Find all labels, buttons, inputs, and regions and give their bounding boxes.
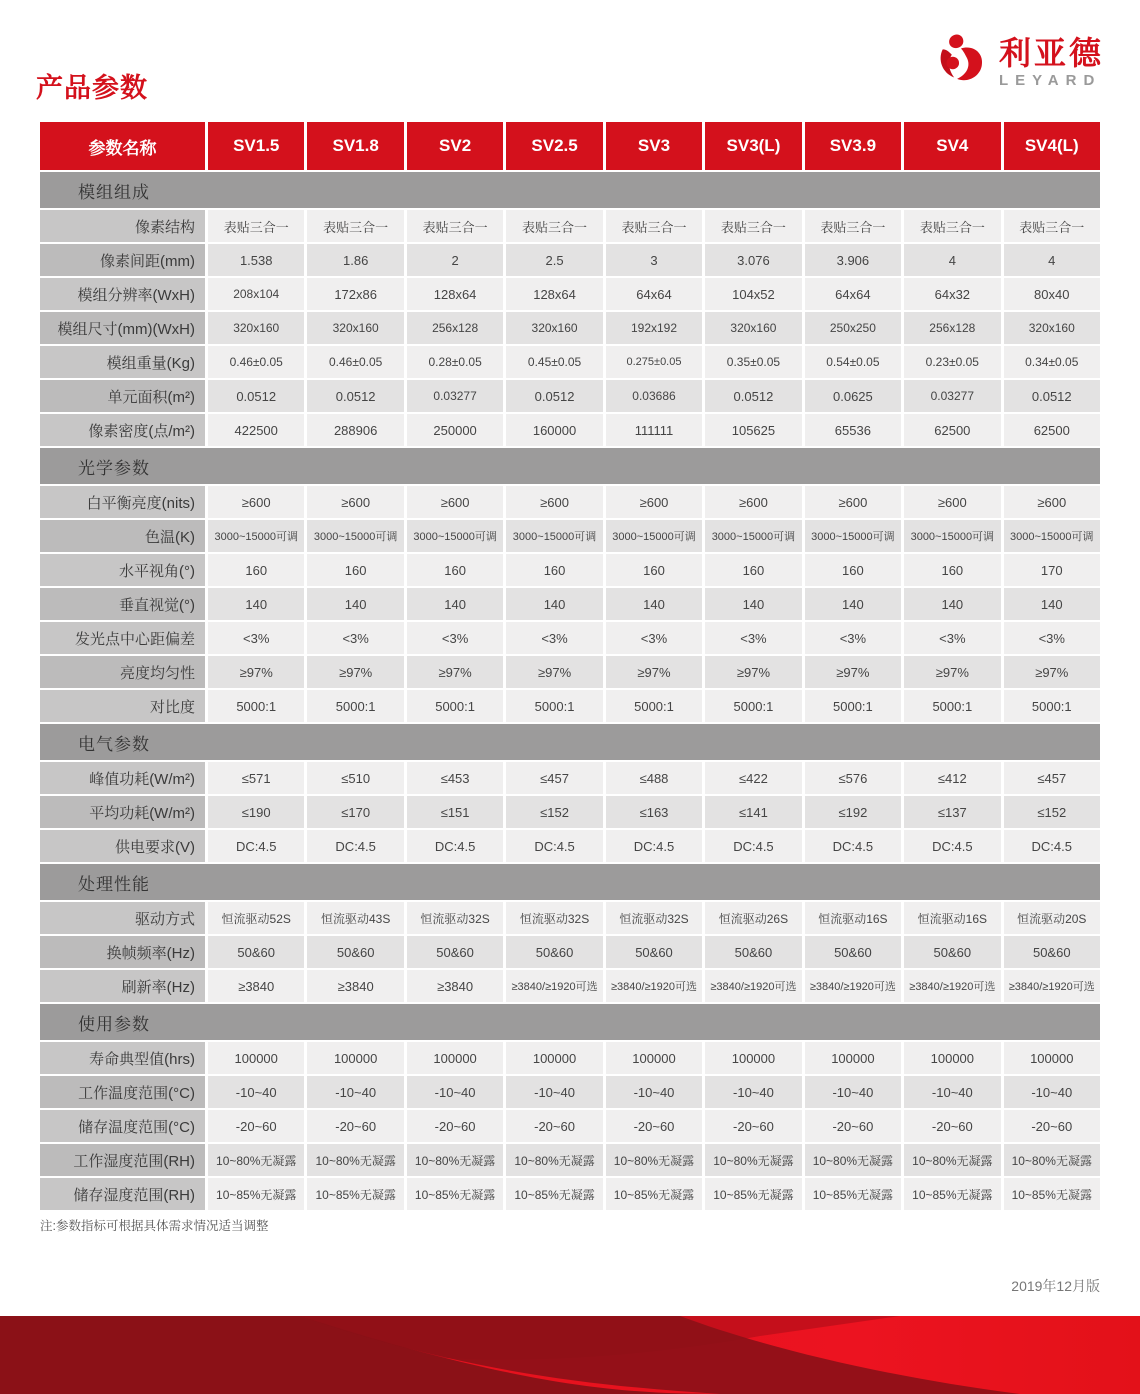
param-value: 160 [606, 554, 702, 586]
param-value: 表贴三合一 [506, 210, 602, 242]
param-value: 5000:1 [307, 690, 403, 722]
param-value: ≥3840/≥1920可选 [1004, 970, 1100, 1002]
section-header: 模组组成 [40, 172, 1100, 208]
column-header-model: SV1.5 [208, 122, 304, 170]
param-label: 刷新率(Hz) [40, 970, 205, 1002]
param-value: ≤170 [307, 796, 403, 828]
param-value: 140 [1004, 588, 1100, 620]
param-value: DC:4.5 [506, 830, 602, 862]
param-value: 3000~15000可调 [208, 520, 304, 552]
param-value: 3.906 [805, 244, 901, 276]
param-value: 105625 [705, 414, 801, 446]
param-value: 表贴三合一 [904, 210, 1000, 242]
param-value: 10~80%无凝露 [606, 1144, 702, 1176]
param-value: ≥3840/≥1920可选 [705, 970, 801, 1002]
param-value: -10~40 [904, 1076, 1000, 1108]
param-value: 250000 [407, 414, 503, 446]
param-value: -20~60 [904, 1110, 1000, 1142]
column-header-model: SV4 [904, 122, 1000, 170]
column-header-param-name: 参数名称 [40, 122, 205, 170]
param-value: 5000:1 [904, 690, 1000, 722]
param-value: 160 [805, 554, 901, 586]
param-value: -20~60 [606, 1110, 702, 1142]
footer-note: 注:参数指标可根据具体需求情况适当调整 [40, 1219, 269, 1233]
param-value: 恒流驱动32S [407, 902, 503, 934]
param-value: ≥600 [1004, 486, 1100, 518]
bottom-ribbon-graphic [0, 1316, 1140, 1394]
param-label: 亮度均匀性 [40, 656, 205, 688]
param-value: ≥600 [307, 486, 403, 518]
param-value: 0.0512 [307, 380, 403, 412]
param-value: 320x160 [506, 312, 602, 344]
param-value: <3% [1004, 622, 1100, 654]
param-value: 422500 [208, 414, 304, 446]
param-value: 5000:1 [506, 690, 602, 722]
param-value: 5000:1 [1004, 690, 1100, 722]
param-value: 100000 [705, 1042, 801, 1074]
param-value: 5000:1 [805, 690, 901, 722]
param-value: DC:4.5 [705, 830, 801, 862]
param-value: 288906 [307, 414, 403, 446]
param-label: 工作温度范围(°C) [40, 1076, 205, 1108]
param-value: 50&60 [805, 936, 901, 968]
param-value: 50&60 [208, 936, 304, 968]
param-value: 320x160 [307, 312, 403, 344]
param-value: ≤190 [208, 796, 304, 828]
param-value: 恒流驱动16S [904, 902, 1000, 934]
spec-table [40, 122, 1100, 1210]
column-header-model: SV3 [606, 122, 702, 170]
param-value: 160 [307, 554, 403, 586]
param-value: ≤510 [307, 762, 403, 794]
param-value: ≥3840 [307, 970, 403, 1002]
param-label: 供电要求(V) [40, 830, 205, 862]
param-value: -10~40 [705, 1076, 801, 1108]
param-value: 320x160 [1004, 312, 1100, 344]
param-value: ≤453 [407, 762, 503, 794]
param-value: 4 [1004, 244, 1100, 276]
param-value: 0.46±0.05 [208, 346, 304, 378]
param-value: 5000:1 [705, 690, 801, 722]
param-value: 3000~15000可调 [705, 520, 801, 552]
param-value: 3 [606, 244, 702, 276]
column-header-model: SV3.9 [805, 122, 901, 170]
param-value: ≤137 [904, 796, 1000, 828]
param-value: 3000~15000可调 [407, 520, 503, 552]
param-value: ≤488 [606, 762, 702, 794]
param-value: 3000~15000可调 [307, 520, 403, 552]
column-header-model: SV1.8 [307, 122, 403, 170]
param-value: 140 [904, 588, 1000, 620]
param-value: 3000~15000可调 [1004, 520, 1100, 552]
param-value: 3000~15000可调 [904, 520, 1000, 552]
param-value: 160 [208, 554, 304, 586]
param-label: 驱动方式 [40, 902, 205, 934]
param-value: 0.35±0.05 [705, 346, 801, 378]
param-value: -10~40 [307, 1076, 403, 1108]
param-value: ≥600 [407, 486, 503, 518]
param-value: 172x86 [307, 278, 403, 310]
param-value: 0.45±0.05 [506, 346, 602, 378]
param-value: 104x52 [705, 278, 801, 310]
param-value: -10~40 [1004, 1076, 1100, 1108]
param-label: 单元面积(m²) [40, 380, 205, 412]
param-value: 0.0512 [705, 380, 801, 412]
param-value: 64x32 [904, 278, 1000, 310]
param-value: 10~85%无凝露 [307, 1178, 403, 1210]
param-value: 2 [407, 244, 503, 276]
param-value: 恒流驱动32S [606, 902, 702, 934]
param-value: ≥97% [606, 656, 702, 688]
param-value: DC:4.5 [307, 830, 403, 862]
param-label: 储存湿度范围(RH) [40, 1178, 205, 1210]
param-value: DC:4.5 [606, 830, 702, 862]
param-value: 3000~15000可调 [805, 520, 901, 552]
param-value: 50&60 [407, 936, 503, 968]
param-value: 100000 [208, 1042, 304, 1074]
param-value: -10~40 [506, 1076, 602, 1108]
param-value: ≤576 [805, 762, 901, 794]
param-value: 50&60 [606, 936, 702, 968]
param-value: 140 [506, 588, 602, 620]
param-value: 50&60 [1004, 936, 1100, 968]
param-value: 1.86 [307, 244, 403, 276]
param-value: ≥3840 [208, 970, 304, 1002]
param-value: -20~60 [307, 1110, 403, 1142]
param-value: 10~85%无凝露 [904, 1178, 1000, 1210]
param-value: 10~85%无凝露 [805, 1178, 901, 1210]
param-value: 表贴三合一 [1004, 210, 1100, 242]
param-value: 64x64 [805, 278, 901, 310]
param-value: 4 [904, 244, 1000, 276]
param-value: ≤163 [606, 796, 702, 828]
param-value: ≥3840 [407, 970, 503, 1002]
param-value: 111111 [606, 414, 702, 446]
column-header-model: SV2.5 [506, 122, 602, 170]
param-value: 140 [705, 588, 801, 620]
param-value: 0.46±0.05 [307, 346, 403, 378]
edition-label: 2019年12月版 [1011, 1278, 1100, 1294]
param-value: ≥97% [805, 656, 901, 688]
param-value: 50&60 [307, 936, 403, 968]
param-value: 128x64 [506, 278, 602, 310]
param-value: 160 [407, 554, 503, 586]
param-value: ≥600 [705, 486, 801, 518]
param-value: <3% [307, 622, 403, 654]
param-value: 140 [606, 588, 702, 620]
section-header: 光学参数 [40, 448, 1100, 484]
param-value: ≥3840/≥1920可选 [904, 970, 1000, 1002]
param-label: 储存温度范围(°C) [40, 1110, 205, 1142]
param-value: 320x160 [705, 312, 801, 344]
param-value: 3000~15000可调 [606, 520, 702, 552]
param-value: 恒流驱动20S [1004, 902, 1100, 934]
param-value: 50&60 [705, 936, 801, 968]
param-value: ≥97% [904, 656, 1000, 688]
param-value: 恒流驱动16S [805, 902, 901, 934]
param-value: 62500 [904, 414, 1000, 446]
param-value: 320x160 [208, 312, 304, 344]
param-value: ≥600 [506, 486, 602, 518]
param-value: DC:4.5 [1004, 830, 1100, 862]
param-value: ≤422 [705, 762, 801, 794]
param-value: ≤457 [506, 762, 602, 794]
param-value: 0.275±0.05 [606, 346, 702, 378]
param-value: <3% [208, 622, 304, 654]
param-value: 0.0512 [208, 380, 304, 412]
param-value: ≥97% [506, 656, 602, 688]
param-value: 160000 [506, 414, 602, 446]
param-value: 100000 [407, 1042, 503, 1074]
param-value: 256x128 [407, 312, 503, 344]
param-value: ≤152 [1004, 796, 1100, 828]
param-value: 表贴三合一 [407, 210, 503, 242]
param-value: ≤192 [805, 796, 901, 828]
column-header-model: SV2 [407, 122, 503, 170]
param-value: 0.34±0.05 [1004, 346, 1100, 378]
param-value: ≥3840/≥1920可选 [606, 970, 702, 1002]
param-label: 水平视角(°) [40, 554, 205, 586]
param-value: 140 [407, 588, 503, 620]
param-value: 256x128 [904, 312, 1000, 344]
param-value: 192x192 [606, 312, 702, 344]
param-value: 0.03277 [904, 380, 1000, 412]
param-label: 发光点中心距偏差 [40, 622, 205, 654]
param-value: 10~80%无凝露 [307, 1144, 403, 1176]
param-value: 10~80%无凝露 [208, 1144, 304, 1176]
param-value: 64x64 [606, 278, 702, 310]
param-value: ≥97% [1004, 656, 1100, 688]
param-value: 0.54±0.05 [805, 346, 901, 378]
param-value: 140 [208, 588, 304, 620]
param-value: 0.0512 [1004, 380, 1100, 412]
param-value: 表贴三合一 [805, 210, 901, 242]
param-value: 表贴三合一 [208, 210, 304, 242]
param-value: 140 [307, 588, 403, 620]
param-value: -10~40 [407, 1076, 503, 1108]
param-value: 208x104 [208, 278, 304, 310]
param-value: 5000:1 [208, 690, 304, 722]
param-value: ≤412 [904, 762, 1000, 794]
param-label: 垂直视觉(°) [40, 588, 205, 620]
param-value: 10~85%无凝露 [407, 1178, 503, 1210]
param-value: 100000 [904, 1042, 1000, 1074]
param-value: 170 [1004, 554, 1100, 586]
param-value: ≥3840/≥1920可选 [506, 970, 602, 1002]
param-label: 模组尺寸(mm)(WxH) [40, 312, 205, 344]
param-value: 100000 [805, 1042, 901, 1074]
param-value: 10~80%无凝露 [904, 1144, 1000, 1176]
param-value: 10~85%无凝露 [506, 1178, 602, 1210]
param-value: 50&60 [506, 936, 602, 968]
param-value: <3% [407, 622, 503, 654]
param-value: 恒流驱动43S [307, 902, 403, 934]
param-value: 250x250 [805, 312, 901, 344]
param-label: 色温(K) [40, 520, 205, 552]
param-value: 恒流驱动52S [208, 902, 304, 934]
param-value: 62500 [1004, 414, 1100, 446]
param-value: ≥97% [407, 656, 503, 688]
param-value: <3% [506, 622, 602, 654]
param-value: -20~60 [805, 1110, 901, 1142]
leyard-logo-icon [931, 34, 989, 90]
param-value: 0.03686 [606, 380, 702, 412]
param-value: <3% [606, 622, 702, 654]
brand-logo [931, 34, 1104, 90]
column-header-model: SV4(L) [1004, 122, 1100, 170]
param-value: 160 [904, 554, 1000, 586]
param-value: -10~40 [606, 1076, 702, 1108]
param-value: -20~60 [407, 1110, 503, 1142]
page-title: 产品参数 [36, 73, 148, 103]
param-value: 10~80%无凝露 [1004, 1144, 1100, 1176]
param-value: -20~60 [1004, 1110, 1100, 1142]
param-value: 0.0625 [805, 380, 901, 412]
param-label: 像素密度(点/m²) [40, 414, 205, 446]
param-value: 0.0512 [506, 380, 602, 412]
param-label: 模组分辨率(WxH) [40, 278, 205, 310]
param-label: 寿命典型值(hrs) [40, 1042, 205, 1074]
param-value: 50&60 [904, 936, 1000, 968]
param-value: 10~85%无凝露 [208, 1178, 304, 1210]
param-value: -20~60 [705, 1110, 801, 1142]
param-value: -10~40 [208, 1076, 304, 1108]
param-value: ≥600 [805, 486, 901, 518]
param-value: 10~80%无凝露 [805, 1144, 901, 1176]
param-value: 1.538 [208, 244, 304, 276]
param-label: 白平衡亮度(nits) [40, 486, 205, 518]
param-value: 160 [506, 554, 602, 586]
param-value: 0.28±0.05 [407, 346, 503, 378]
param-value: 100000 [1004, 1042, 1100, 1074]
param-value: ≥97% [307, 656, 403, 688]
param-value: -20~60 [506, 1110, 602, 1142]
param-value: 表贴三合一 [606, 210, 702, 242]
param-value: 恒流驱动26S [705, 902, 801, 934]
param-value: DC:4.5 [208, 830, 304, 862]
param-value: 10~85%无凝露 [705, 1178, 801, 1210]
param-value: 3.076 [705, 244, 801, 276]
column-header-model: SV3(L) [705, 122, 801, 170]
param-value: ≥600 [208, 486, 304, 518]
param-value: ≥97% [705, 656, 801, 688]
brand-name-cn: 利亚德 [998, 34, 1104, 71]
param-value: 80x40 [1004, 278, 1100, 310]
param-value: 10~85%无凝露 [606, 1178, 702, 1210]
param-value: 2.5 [506, 244, 602, 276]
param-value: 5000:1 [606, 690, 702, 722]
param-value: 10~80%无凝露 [407, 1144, 503, 1176]
param-value: ≤571 [208, 762, 304, 794]
param-label: 像素结构 [40, 210, 205, 242]
param-label: 换帧频率(Hz) [40, 936, 205, 968]
brand-name-en: LEYARD [998, 71, 1102, 89]
param-label: 峰值功耗(W/m²) [40, 762, 205, 794]
param-value: 10~80%无凝露 [705, 1144, 801, 1176]
param-value: -10~40 [805, 1076, 901, 1108]
param-value: 100000 [307, 1042, 403, 1074]
param-label: 模组重量(Kg) [40, 346, 205, 378]
param-value: 0.23±0.05 [904, 346, 1000, 378]
param-value: ≤141 [705, 796, 801, 828]
param-value: DC:4.5 [407, 830, 503, 862]
param-value: ≥97% [208, 656, 304, 688]
param-value: -20~60 [208, 1110, 304, 1142]
param-value: 表贴三合一 [307, 210, 403, 242]
param-value: 140 [805, 588, 901, 620]
param-value: 160 [705, 554, 801, 586]
param-value: 0.03277 [407, 380, 503, 412]
param-value: 100000 [606, 1042, 702, 1074]
section-header: 处理性能 [40, 864, 1100, 900]
param-value: <3% [904, 622, 1000, 654]
param-value: ≥600 [606, 486, 702, 518]
param-value: <3% [805, 622, 901, 654]
section-header: 使用参数 [40, 1004, 1100, 1040]
param-value: DC:4.5 [805, 830, 901, 862]
param-value: 100000 [506, 1042, 602, 1074]
param-value: 表贴三合一 [705, 210, 801, 242]
section-header: 电气参数 [40, 724, 1100, 760]
param-label: 像素间距(mm) [40, 244, 205, 276]
param-label: 平均功耗(W/m²) [40, 796, 205, 828]
param-value: ≥3840/≥1920可选 [805, 970, 901, 1002]
param-value: 10~85%无凝露 [1004, 1178, 1100, 1210]
param-value: 5000:1 [407, 690, 503, 722]
param-value: 10~80%无凝露 [506, 1144, 602, 1176]
param-value: ≤457 [1004, 762, 1100, 794]
param-value: ≤151 [407, 796, 503, 828]
param-value: ≥600 [904, 486, 1000, 518]
param-value: ≤152 [506, 796, 602, 828]
param-label: 对比度 [40, 690, 205, 722]
param-label: 工作湿度范围(RH) [40, 1144, 205, 1176]
param-value: 128x64 [407, 278, 503, 310]
param-value: DC:4.5 [904, 830, 1000, 862]
param-value: 3000~15000可调 [506, 520, 602, 552]
param-value: 65536 [805, 414, 901, 446]
param-value: <3% [705, 622, 801, 654]
param-value: 恒流驱动32S [506, 902, 602, 934]
